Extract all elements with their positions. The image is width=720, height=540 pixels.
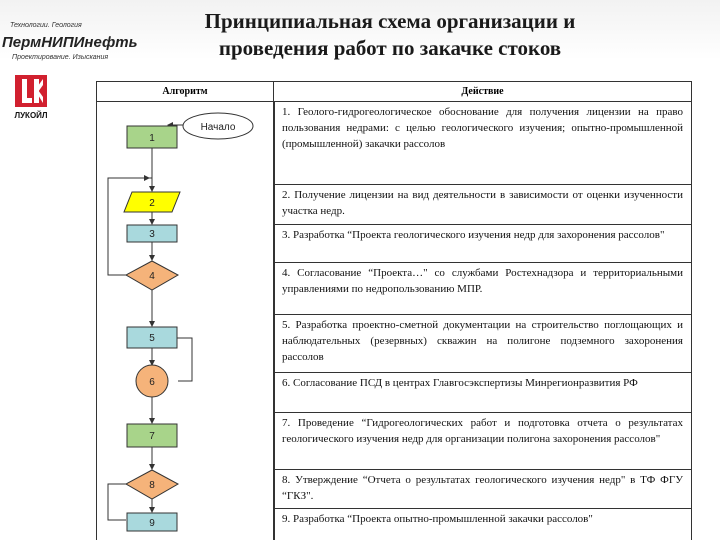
start-node	[183, 113, 253, 139]
svg-text:7: 7	[149, 431, 155, 442]
node-3	[127, 225, 177, 242]
feedback-loop-8	[108, 484, 126, 520]
connector-lines	[108, 125, 192, 520]
action-row-6: 6. Согласование ПСД в центрах Главгосэкспертизы Минрегионразвития РФ	[274, 373, 692, 413]
action-row-2: 2. Получение лицензии на вид деятельности в зависимости от оценки изученности участка недр.	[274, 185, 692, 225]
logo-tagline-top: Технологии. Геология	[10, 22, 82, 29]
action-row-8: 8. Утверждение “Отчета о результатах геологического изучения недр" в ТФ ФГУ “ГКЗ".	[274, 470, 692, 509]
page-title	[150, 8, 630, 62]
node-9	[127, 513, 177, 531]
svg-text:3: 3	[149, 229, 155, 240]
svg-text:4: 4	[149, 271, 155, 282]
svg-text:1: 1	[149, 133, 155, 144]
svg-text:8: 8	[149, 480, 155, 491]
node-5	[127, 327, 177, 348]
start-label: Начало	[200, 122, 236, 133]
logo-tagline-bottom: Проектирование. Изыскания	[12, 54, 109, 61]
title-line-1: Принципиальная схема организации и	[204, 9, 576, 33]
action-row-4: 4. Согласование “Проекта…" со службами Ростехнадзора и территориальными управлениями по недропользованию МПР.	[274, 263, 692, 315]
action-row-1: 1. Геолого-гидрогеологическое обоснование для получения лицензии на право пользования недрами: с целью геологического изучения; опытно-промышленной (промышленной) закачки рассолов	[274, 102, 692, 185]
algorithm-flowchart	[96, 102, 274, 540]
action-row-9: 9. Разработка “Проекта опытно-промышленной закачки рассолов"	[274, 509, 692, 540]
node-1	[127, 126, 177, 148]
header-action: Действие	[273, 81, 692, 102]
permnipineft-logo	[2, 2, 138, 64]
svg-text:6: 6	[149, 377, 155, 388]
action-row-5: 5. Разработка проектно-сметной документации на строительство поглощающих и наблюдательных (резервных) скважин на полигоне подземного захоронения рассолов	[274, 315, 692, 373]
header-algorithm: Алгоритм	[96, 81, 274, 102]
svg-text:5: 5	[149, 333, 155, 344]
node-2	[124, 192, 180, 212]
title-line-2: проведения работ по закачке стоков	[218, 36, 562, 60]
node-4	[126, 261, 178, 290]
lukoil-wordmark: ЛУКОЙЛ	[14, 111, 48, 120]
svg-text:2: 2	[149, 198, 155, 209]
action-row-3: 3. Разработка “Проекта геологического изучения недр для захоронения рассолов"	[274, 225, 692, 263]
svg-text:9: 9	[149, 518, 155, 529]
node-6	[136, 365, 168, 397]
lukoil-logo-icon	[14, 74, 48, 108]
node-7	[127, 424, 177, 447]
node-8	[126, 470, 178, 499]
action-row-7: 7. Проведение “Гидрогеологических работ и подготовка отчета о результатах геологического изучения недр для организации полигона захоронения рассолов"	[274, 413, 692, 470]
logo-company-name: ПермНИПИнефть	[2, 34, 138, 51]
